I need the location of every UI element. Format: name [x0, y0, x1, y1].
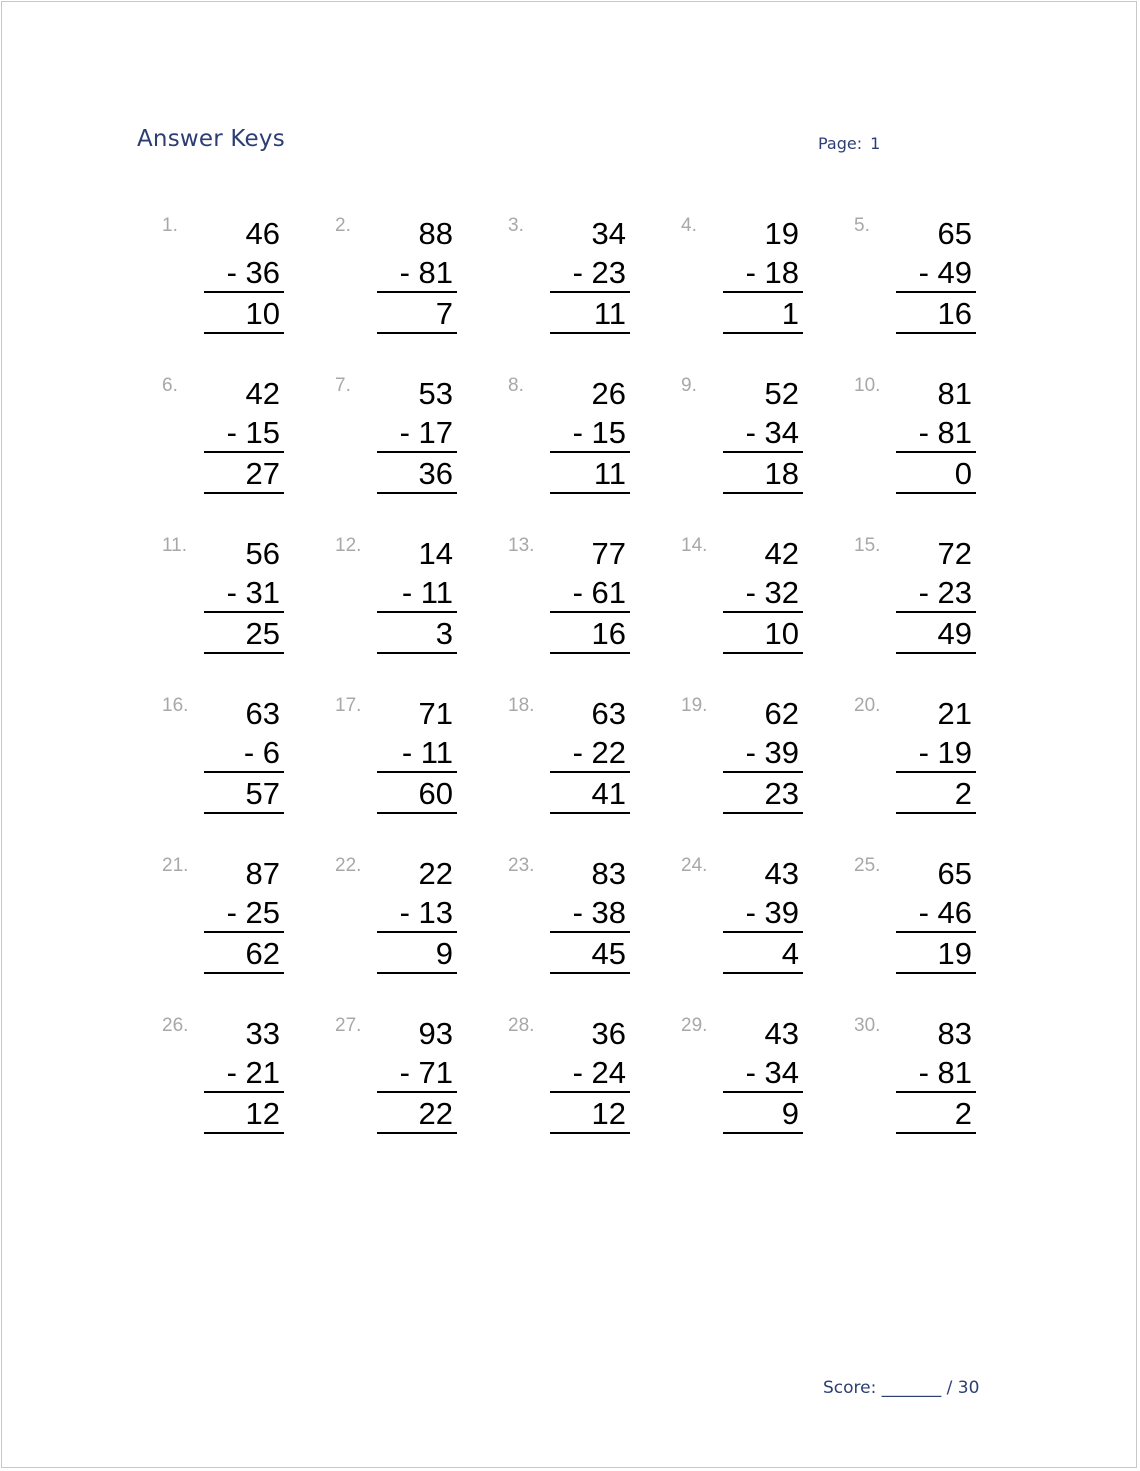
- problem-item: [854, 855, 972, 995]
- problem-number: 20.: [854, 695, 881, 716]
- sum-line: [204, 291, 284, 293]
- problem-number: 4.: [681, 215, 697, 236]
- minuend: 36: [591, 1016, 626, 1051]
- answer: 10: [764, 616, 799, 651]
- answer-underline: [204, 492, 284, 494]
- sum-line: [550, 451, 630, 453]
- answer: 11: [593, 296, 626, 331]
- subtrahend: - 23: [572, 255, 626, 290]
- minuend: 63: [245, 696, 280, 731]
- minuend: 87: [245, 856, 280, 891]
- page-label: Page:: [818, 134, 863, 153]
- subtrahend: - 6: [243, 735, 280, 770]
- answer-underline: [896, 1132, 976, 1134]
- answer: 49: [937, 616, 972, 651]
- answer-underline: [550, 652, 630, 654]
- answer-underline: [896, 972, 976, 974]
- subtrahend: - 21: [226, 1055, 280, 1090]
- subtrahend: - 81: [399, 255, 453, 290]
- answer: 12: [591, 1096, 626, 1131]
- minuend: 93: [418, 1016, 453, 1051]
- minuend: 43: [764, 856, 799, 891]
- problem-item: [162, 855, 280, 995]
- sum-line: [723, 771, 803, 773]
- problem-item: [508, 1015, 626, 1155]
- page-title: Answer Keys: [137, 126, 285, 152]
- problem-number: 25.: [854, 855, 881, 876]
- minuend: 19: [764, 216, 799, 251]
- answer-underline: [204, 652, 284, 654]
- answer: 7: [435, 296, 453, 331]
- sum-line: [896, 931, 976, 933]
- subtrahend: - 71: [399, 1055, 453, 1090]
- problem-item: [335, 535, 453, 675]
- answer-underline: [550, 812, 630, 814]
- subtrahend: - 49: [918, 255, 972, 290]
- problem-number: 7.: [335, 375, 351, 396]
- sum-line: [550, 1091, 630, 1093]
- problem-item: [508, 695, 626, 835]
- minuend: 83: [937, 1016, 972, 1051]
- answer: 18: [764, 456, 799, 491]
- minuend: 42: [764, 536, 799, 571]
- problem-number: 28.: [508, 1015, 535, 1036]
- answer-underline: [723, 1132, 803, 1134]
- problem-number: 12.: [335, 535, 362, 556]
- problem-number: 30.: [854, 1015, 881, 1036]
- subtrahend: - 38: [572, 895, 626, 930]
- answer-underline: [723, 492, 803, 494]
- answer: 62: [245, 936, 280, 971]
- subtrahend: - 11: [401, 735, 453, 770]
- problem-item: [854, 535, 972, 675]
- problem-number: 3.: [508, 215, 524, 236]
- problem-number: 29.: [681, 1015, 708, 1036]
- answer: 16: [937, 296, 972, 331]
- sum-line: [896, 1091, 976, 1093]
- sum-line: [723, 451, 803, 453]
- problem-number: 5.: [854, 215, 870, 236]
- problem-number: 27.: [335, 1015, 362, 1036]
- minuend: 33: [245, 1016, 280, 1051]
- minuend: 46: [245, 216, 280, 251]
- minuend: 56: [245, 536, 280, 571]
- problem-number: 2.: [335, 215, 351, 236]
- problem-item: [162, 1015, 280, 1155]
- problem-item: [335, 695, 453, 835]
- sum-line: [204, 451, 284, 453]
- sum-line: [550, 931, 630, 933]
- problem-number: 22.: [335, 855, 362, 876]
- minuend: 14: [418, 536, 453, 571]
- sum-line: [550, 771, 630, 773]
- minuend: 65: [937, 216, 972, 251]
- answer-underline: [377, 972, 457, 974]
- subtrahend: - 81: [918, 1055, 972, 1090]
- minuend: 34: [591, 216, 626, 251]
- answer-underline: [377, 1132, 457, 1134]
- problem-item: [162, 375, 280, 515]
- problem-item: [681, 535, 799, 675]
- problem-item: [162, 695, 280, 835]
- answer-underline: [377, 492, 457, 494]
- problem-number: 11.: [162, 535, 188, 556]
- subtrahend: - 17: [399, 415, 453, 450]
- problem-number: 17.: [335, 695, 362, 716]
- answer-underline: [204, 332, 284, 334]
- minuend: 52: [764, 376, 799, 411]
- problem-item: [854, 375, 972, 515]
- subtrahend: - 36: [226, 255, 280, 290]
- sum-line: [377, 931, 457, 933]
- minuend: 88: [418, 216, 453, 251]
- problem-number: 21.: [162, 855, 189, 876]
- problem-item: [335, 855, 453, 995]
- sum-line: [204, 611, 284, 613]
- subtrahend: - 34: [745, 1055, 799, 1090]
- subtrahend: - 34: [745, 415, 799, 450]
- minuend: 71: [418, 696, 453, 731]
- problem-item: [335, 375, 453, 515]
- minuend: 22: [418, 856, 453, 891]
- answer-underline: [204, 1132, 284, 1134]
- answer-underline: [204, 972, 284, 974]
- answer-underline: [550, 972, 630, 974]
- answer: 16: [591, 616, 626, 651]
- problem-item: [335, 215, 453, 355]
- problem-number: 24.: [681, 855, 708, 876]
- problem-item: [681, 215, 799, 355]
- subtrahend: - 15: [572, 415, 626, 450]
- sum-line: [204, 931, 284, 933]
- answer: 2: [954, 1096, 972, 1131]
- problem-item: [508, 375, 626, 515]
- answer: 9: [781, 1096, 799, 1131]
- minuend: 65: [937, 856, 972, 891]
- answer: 10: [245, 296, 280, 331]
- subtrahend: - 39: [745, 895, 799, 930]
- minuend: 53: [418, 376, 453, 411]
- problem-item: [681, 855, 799, 995]
- subtrahend: - 23: [918, 575, 972, 610]
- answer-underline: [377, 332, 457, 334]
- subtrahend: - 25: [226, 895, 280, 930]
- sum-line: [377, 291, 457, 293]
- problem-item: [681, 695, 799, 835]
- answer: 3: [435, 616, 453, 651]
- problem-number: 1.: [162, 215, 178, 236]
- subtrahend: - 22: [572, 735, 626, 770]
- minuend: 21: [937, 696, 972, 731]
- answer: 19: [937, 936, 972, 971]
- subtrahend: - 32: [745, 575, 799, 610]
- subtrahend: - 19: [918, 735, 972, 770]
- answer: 41: [591, 776, 626, 811]
- problem-number: 10.: [854, 375, 881, 396]
- answer: 11: [593, 456, 626, 491]
- problem-number: 18.: [508, 695, 535, 716]
- answer: 9: [435, 936, 453, 971]
- answer: 60: [418, 776, 453, 811]
- answer-underline: [723, 332, 803, 334]
- minuend: 42: [245, 376, 280, 411]
- problem-item: [681, 375, 799, 515]
- minuend: 83: [591, 856, 626, 891]
- sum-line: [377, 1091, 457, 1093]
- problem-item: [162, 535, 280, 675]
- answer: 25: [245, 616, 280, 651]
- subtrahend: - 81: [918, 415, 972, 450]
- score-line: Score: _______ / 30: [823, 1378, 980, 1398]
- answer-underline: [377, 652, 457, 654]
- answer-underline: [204, 812, 284, 814]
- sum-line: [377, 771, 457, 773]
- subtrahend: - 46: [918, 895, 972, 930]
- sum-line: [204, 771, 284, 773]
- answer: 36: [418, 456, 453, 491]
- answer-underline: [550, 332, 630, 334]
- sum-line: [377, 611, 457, 613]
- page-number: 1: [870, 134, 881, 153]
- sum-line: [896, 451, 976, 453]
- subtrahend: - 61: [572, 575, 626, 610]
- answer: 2: [954, 776, 972, 811]
- answer: 23: [764, 776, 799, 811]
- answer-underline: [723, 972, 803, 974]
- minuend: 43: [764, 1016, 799, 1051]
- answer-underline: [896, 332, 976, 334]
- sum-line: [377, 451, 457, 453]
- answer: 12: [245, 1096, 280, 1131]
- subtrahend: - 18: [745, 255, 799, 290]
- answer-underline: [723, 652, 803, 654]
- sum-line: [723, 291, 803, 293]
- subtrahend: - 11: [401, 575, 453, 610]
- subtrahend: - 31: [226, 575, 280, 610]
- minuend: 81: [937, 376, 972, 411]
- subtrahend: - 13: [399, 895, 453, 930]
- answer-underline: [377, 812, 457, 814]
- problem-item: [681, 1015, 799, 1155]
- answer-underline: [550, 1132, 630, 1134]
- problem-item: [508, 215, 626, 355]
- answer-underline: [723, 812, 803, 814]
- problem-number: 14.: [681, 535, 708, 556]
- minuend: 26: [591, 376, 626, 411]
- problem-number: 9.: [681, 375, 697, 396]
- answer: 45: [591, 936, 626, 971]
- problem-number: 8.: [508, 375, 524, 396]
- answer-underline: [896, 652, 976, 654]
- problem-item: [854, 1015, 972, 1155]
- answer: 1: [781, 296, 799, 331]
- answer-underline: [550, 492, 630, 494]
- problem-number: 15.: [854, 535, 881, 556]
- problem-item: [162, 215, 280, 355]
- answer: 57: [245, 776, 280, 811]
- problem-item: [335, 1015, 453, 1155]
- sum-line: [896, 771, 976, 773]
- sum-line: [723, 931, 803, 933]
- minuend: 77: [591, 536, 626, 571]
- minuend: 62: [764, 696, 799, 731]
- answer: 22: [418, 1096, 453, 1131]
- problem-item: [854, 215, 972, 355]
- problem-item: [508, 855, 626, 995]
- sum-line: [723, 611, 803, 613]
- sum-line: [896, 611, 976, 613]
- problem-number: 19.: [681, 695, 708, 716]
- answer-underline: [896, 492, 976, 494]
- subtrahend: - 24: [572, 1055, 626, 1090]
- answer-underline: [896, 812, 976, 814]
- subtrahend: - 15: [226, 415, 280, 450]
- minuend: 72: [937, 536, 972, 571]
- problem-item: [508, 535, 626, 675]
- minuend: 63: [591, 696, 626, 731]
- problem-number: 26.: [162, 1015, 189, 1036]
- answer: 27: [245, 456, 280, 491]
- sum-line: [896, 291, 976, 293]
- problem-number: 23.: [508, 855, 535, 876]
- sum-line: [723, 1091, 803, 1093]
- problem-number: 16.: [162, 695, 189, 716]
- problem-item: [854, 695, 972, 835]
- sum-line: [550, 611, 630, 613]
- answer: 4: [781, 936, 799, 971]
- problem-number: 6.: [162, 375, 178, 396]
- subtrahend: - 39: [745, 735, 799, 770]
- sum-line: [550, 291, 630, 293]
- problem-number: 13.: [508, 535, 535, 556]
- sum-line: [204, 1091, 284, 1093]
- answer: 0: [954, 456, 972, 491]
